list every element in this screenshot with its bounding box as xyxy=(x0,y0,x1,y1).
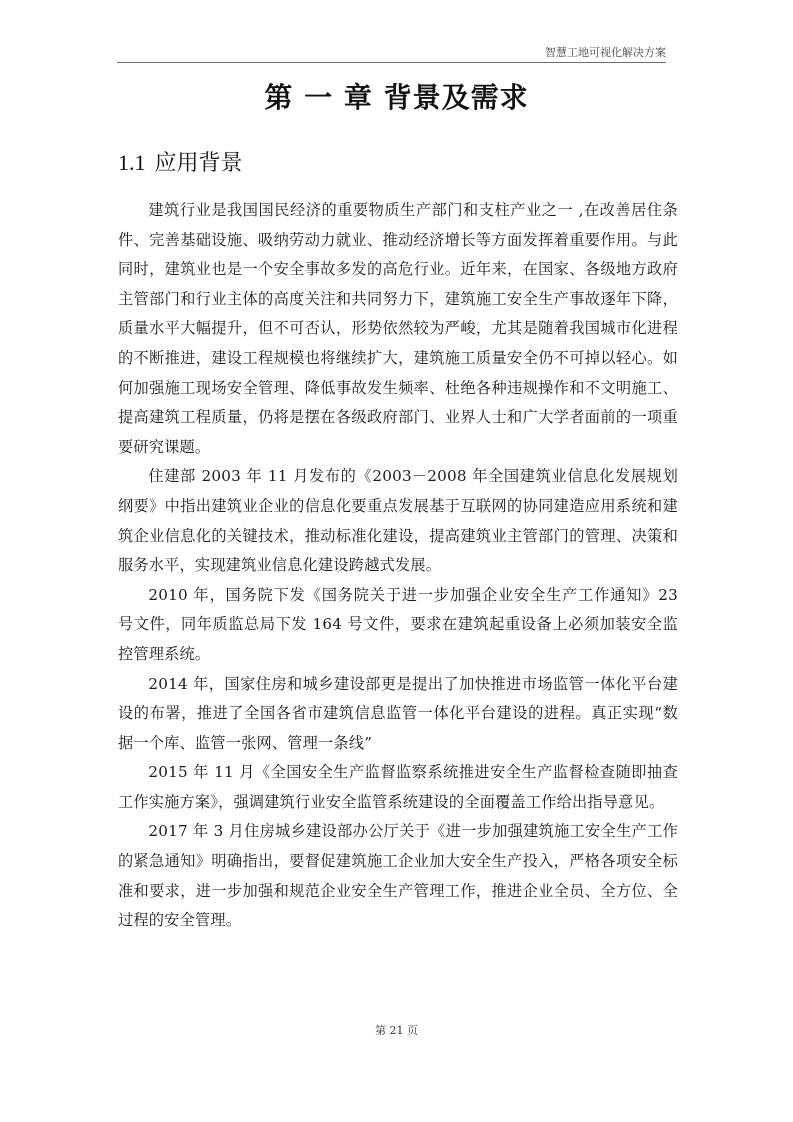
section-number: 1.1 xyxy=(118,150,146,175)
paragraph: 2010 年，国务院下发《国务院关于进一步加强企业安全生产工作通知》23 号文件，同年质监总局下发 164 号文件，要求在建筑起重设备上必须加装安全监控管理系统。 xyxy=(118,585,678,663)
paragraph: 2017 年 3 月住房城乡建设部办公厅关于《进一步加强建筑施工安全生产工作的紧急通知》明确指出，要督促建筑施工企业加大安全生产投入，严格各项安全标准和要求，进一步加强和规范企业安全生产管理工作，推进企业全员、全方位、全过程的安全管理。 xyxy=(118,822,678,930)
body-text xyxy=(118,196,678,936)
section-heading xyxy=(118,146,243,177)
paragraph: 住建部 2003 年 11 月发布的《2003－2008 年全国建筑业信息化发展规划纲要》中指出建筑业企业的信息化要重点发展基于互联网的协同建造应用系统和建筑企业信息化的关键技术，推动标准化建设，提高建筑业主管部门的管理、决策和服务水平，实现建筑业信息化建设跨越式发展。 xyxy=(118,467,678,575)
paragraph: 2014 年，国家住房和城乡建设部更是提出了加快推进市场监管一体化平台建设的布署，推进了全国各省市建筑信息监管一体化平台建设的进程。真正实现“数据一个库、监管一张网、管理一条线” xyxy=(118,674,678,752)
paragraph: 2015 年 11 月《全国安全生产监督监察系统推进安全生产监督检查随即抽查工作实施方案》，强调建筑行业安全监管系统建设的全面覆盖工作给出指导意见。 xyxy=(118,763,678,811)
chapter-title: 第 一 章 背景及需求 xyxy=(264,81,529,114)
running-header-title: 智慧工地可视化解决方案 xyxy=(545,46,666,59)
running-header xyxy=(117,46,666,63)
page-number: 第 21 页 xyxy=(375,1024,418,1037)
section-title: 应用背景 xyxy=(154,151,243,176)
paragraph: 建筑行业是我国国民经济的重要物质生产部门和支柱产业之一 ,在改善居住条件、完善基础设施、吸纳劳动力就业、推动经济增长等方面发挥着重要作用。与此同时，建筑业也是一个安全事故多发的高危行业。近年来，在国家、各级地方政府主管部门和行业主体的高度关注和共同努力下，建筑施工安全生产事故逐年下降，质量水平大幅提升，但不可否认，形势依然较为严峻，尤其是随着我国城市化进程的不断推进，建设工程规模也将继续扩大，建筑施工质量安全仍不可掉以轻心。如何加强施工现场安全管理、降低事故发生频率、杜绝各种违规操作和不文明施工、提高建筑工程质量，仍将是摆在各级政府部门、业界人士和广大学者面前的一项重要研究课题。 xyxy=(118,201,678,456)
